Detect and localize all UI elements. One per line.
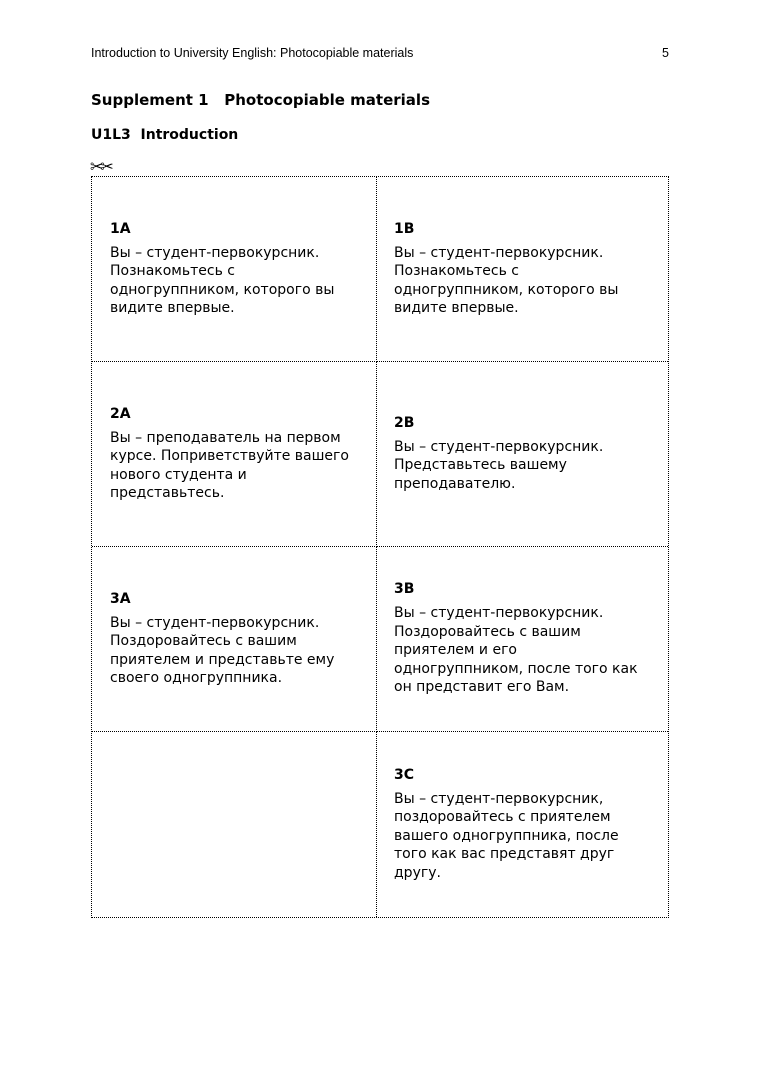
card-label: 1B: [394, 220, 415, 237]
lesson-title: U1L3 Introduction: [91, 127, 239, 143]
card-text: Вы – студент-первокурсник. Поздоровайтесь с вашим приятелем и представьте ему своего одногруппника.: [110, 614, 335, 686]
running-header: [91, 46, 669, 60]
role-card-3a: [92, 547, 377, 732]
card-text: Вы – студент-первокурсник, поздоровайтесь с приятелем вашего одногруппника, после того как вас представят друг другу.: [394, 790, 619, 881]
role-card-1a: [92, 177, 377, 362]
card-label: 3A: [110, 590, 131, 607]
card-text: Вы – студент-первокурсник. Представьтесь вашему преподавателю.: [394, 438, 604, 492]
supplement-title: Supplement 1 Photocopiable materials: [91, 91, 431, 109]
role-card-2b: [377, 362, 668, 547]
card-label: 3C: [394, 766, 415, 783]
card-text: Вы – студент-первокурсник. Поздоровайтесь с вашим приятелем и его одногруппником, после того как он представит его Вам.: [394, 605, 638, 696]
scissors-icon: ✂✂: [90, 157, 111, 176]
card-text: Вы – студент-первокурсник. Познакомьтесь с одногруппником, которого вы видите впервые.: [110, 244, 335, 316]
card-label: 3B: [394, 581, 415, 598]
role-card-1b: [377, 177, 668, 362]
card-text: Вы – студент-первокурсник. Познакомьтесь с одногруппником, которого вы видите впервые.: [394, 244, 619, 316]
role-card-2a: [92, 362, 377, 547]
empty-card-cell: [92, 732, 377, 917]
card-label: 2A: [110, 405, 131, 422]
card-text: Вы – преподаватель на первом курсе. Поприветствуйте вашего нового студента и представьтесь.: [110, 429, 349, 501]
role-card-3c: [377, 732, 668, 917]
running-title: Introduction to University English: Photocopiable materials: [91, 46, 414, 60]
page-number: 5: [662, 46, 669, 60]
role-card-3b: [377, 547, 668, 732]
card-label: 2B: [394, 414, 415, 431]
card-label: 1A: [110, 220, 131, 237]
role-card-grid: [91, 176, 669, 918]
